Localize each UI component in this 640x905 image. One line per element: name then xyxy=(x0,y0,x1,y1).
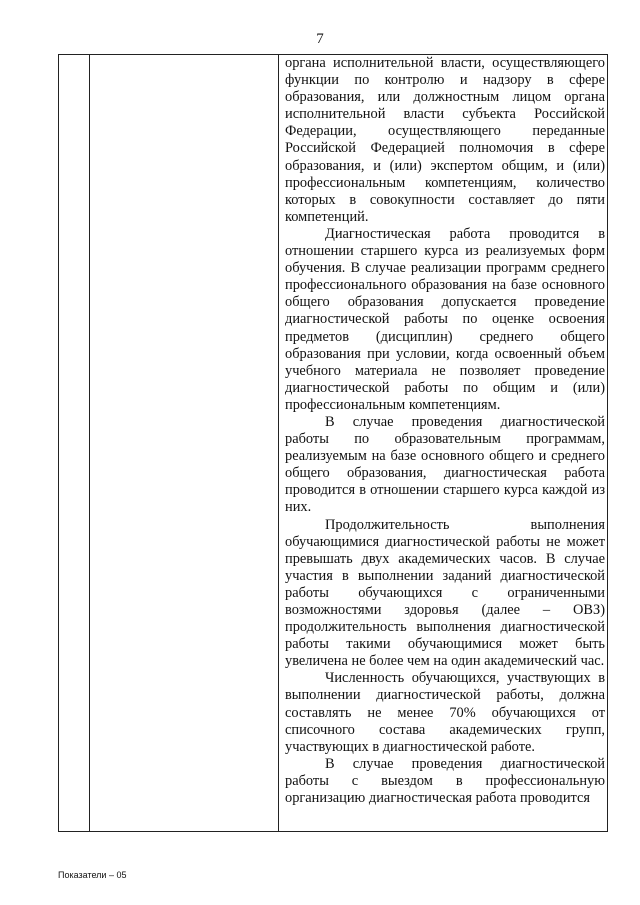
table-cell-number xyxy=(59,55,90,832)
paragraph-visit: В случае проведения диагностической работы с выездом в профессиональную организацию диагностическая работа проводится xyxy=(285,755,605,807)
paragraph-continuation: органа исполнительной власти, осуществляющего функции по контролю и надзору в сфере образования, или должностным лицом органа исполнительной власти субъекта Российской Федерации, осуществляющего переданные Российской Федерацией полномочия в сфере образования, и (или) экспертом общим, и (или) профессиональным компетенциям, количество которых в совокупности составляет до пяти компетенций. xyxy=(285,55,605,225)
paragraph-duration: Продолжительность выполнения обучающимися диагностической работы не может превышать двух академических часов. В случае участия в выполнении заданий диагностической работы обучающихся с ограниченными возможностями здоровья (далее – ОВЗ) продолжительность выполнения диагностической работы такими обучающимися может быть увеличена не более чем на один академический час. xyxy=(285,516,605,670)
table-cell-description xyxy=(279,55,608,832)
description-text xyxy=(279,55,607,807)
table-cell-indicator xyxy=(90,55,279,832)
paragraph-programs: В случае проведения диагностической работы по образовательным программам, реализуемым на базе основного общего и среднего общего образования, диагностическая работа проводится в отношении старшего курса каждой из них. xyxy=(285,413,605,516)
page-number: 7 xyxy=(316,31,324,47)
document-table xyxy=(58,54,608,832)
paragraph-diagnostic-work: Диагностическая работа проводится в отношении старшего курса из реализуемых форм обучения. В случае реализации программ среднего профессионального образования на базе основного общего образования допускается проведение диагностической работы по оценке освоения предметов (дисциплин) среднего общего образования при условии, когда освоенный объем учебного материала не позволяет проведение диагностической работы по общим и (или) профессиональным компетенциям. xyxy=(285,225,605,413)
footer-code: Показатели – 05 xyxy=(58,870,127,880)
paragraph-headcount: Численность обучающихся, участвующих в выполнении диагностической работы, должна составлять не менее 70% обучающихся от списочного состава академических групп, участвующих в диагностической работе. xyxy=(285,670,605,755)
table-row xyxy=(59,55,608,832)
